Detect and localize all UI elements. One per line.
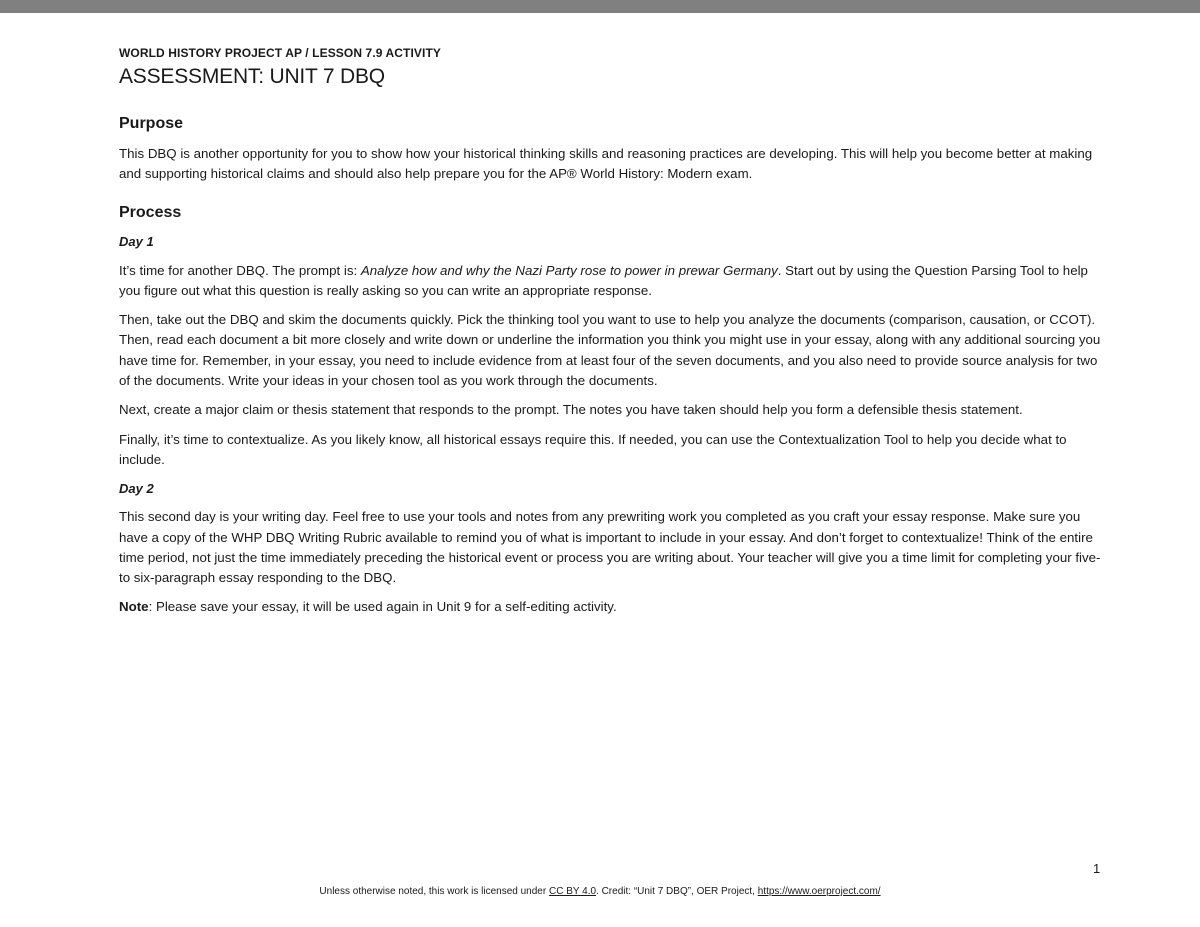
footer-prefix: Unless otherwise noted, this work is licensed under — [319, 886, 549, 897]
license-link[interactable]: CC BY 4.0 — [548, 886, 597, 897]
day-1-paragraph-3: Next, create a major claim or thesis statement that responds to the prompt. The notes you have taken should help you form a defensible thesis statement. — [119, 402, 1023, 418]
footer-credit: . Credit: “Unit 7 DBQ”, OER Project, — [596, 886, 758, 897]
day-1-paragraph-2: Then, take out the DBQ and skim the documents quickly. Pick the thinking tool you want to use to help you analyze the documents (comparison, causation, or CCOT). Then, read each document a bit more closely and write down or underline the information you think you might use in your essay, along with any additional sourcing you have time for. Remember, in your essay, you need to include evidence from at least four of the seven documents, and you also need to provide source analysis for two of the documents. Write your ideas in your chosen tool as you work through the documents. — [119, 312, 1101, 389]
lesson-eyebrow: WORLD HISTORY PROJECT AP / LESSON 7.9 ACTIVITY — [119, 46, 441, 60]
day-1-p1-intro: It’s time for another DBQ. The prompt is: — [119, 262, 361, 278]
note-text: : Please save your essay, it will be used again in Unit 9 for a self-editing activity. — [148, 599, 617, 615]
day-1-p1-rest: . Start out by using the Question Parsing Tool to help you figure out what this question is really asking so you can write an appropriate response. — [119, 262, 1088, 298]
dbq-prompt: Analyze how and why the Nazi Party rose to power in prewar Germany — [360, 262, 778, 278]
document-page — [119, 44, 1104, 618]
oer-project-link[interactable]: https://www.oerproject.com/ — [757, 886, 881, 897]
page-number: 1 — [1093, 861, 1101, 876]
license-footer — [0, 885, 1200, 899]
note-paragraph — [119, 597, 1104, 617]
top-bar — [0, 0, 1200, 13]
day-1-heading: Day 1 — [119, 233, 154, 249]
purpose-heading: Purpose — [119, 115, 184, 132]
process-heading: Process — [119, 203, 182, 221]
day-1-paragraph-1 — [119, 261, 1104, 302]
day-2-heading: Day 2 — [119, 481, 154, 497]
page-title: ASSESSMENT: UNIT 7 DBQ — [119, 65, 385, 88]
purpose-paragraph: This DBQ is another opportunity for you to show how your historical thinking skills and reasoning practices are developing. This will help you become better at making and supporting historical claims and should also help prepare you for the AP® World History: Modern exam. — [119, 146, 1093, 182]
day-2-paragraph: This second day is your writing day. Feel free to use your tools and notes from any prewriting work you completed as you craft your essay response. Make sure you have a copy of the WHP DBQ Writing Rubric available to remind you of what is important to include in your essay. And don’t forget to contextualize! Think of the entire time period, not just the time immediately preceding the historical event or process you are writing about. Your teacher will give you a time limit for completing your five- to six-paragraph essay responding to the DBQ. — [119, 509, 1101, 586]
note-label: Note — [119, 599, 149, 615]
day-1-paragraph-4: Finally, it’s time to contextualize. As you likely know, all historical essays require this. If needed, you can use the Contextualization Tool to help you decide what to include. — [119, 431, 1067, 467]
